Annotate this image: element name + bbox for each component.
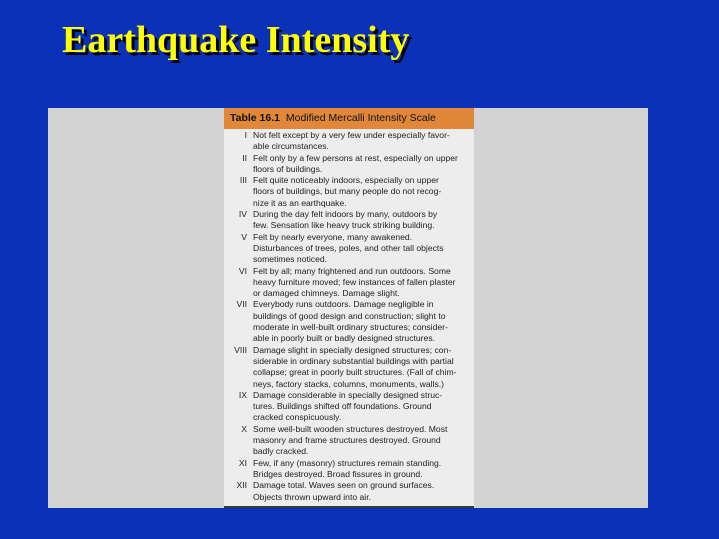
description-line: Damage considerable in specially designed struc- <box>253 389 443 400</box>
intensity-description <box>253 130 469 153</box>
table-label: Table 16.1 <box>230 112 280 124</box>
intensity-description <box>253 266 469 300</box>
table-row <box>224 232 474 266</box>
description-line: moderate in well-built ordinary structures; consider- <box>253 322 448 333</box>
description-line: able in poorly built or badly designed structures. <box>253 333 436 344</box>
intensity-numeral: X <box>241 423 247 434</box>
description-line: Few, if any (masonry) structures remain standing. <box>253 457 442 468</box>
intensity-description <box>253 458 469 481</box>
description-line: Some well-built wooden structures destroyed. Most <box>253 423 448 434</box>
description-line: neys, factory stacks, columns, monuments, walls.) <box>253 378 445 389</box>
intensity-numeral: VIII <box>234 344 247 355</box>
intensity-description <box>253 175 469 209</box>
table-row <box>224 424 474 458</box>
intensity-description <box>253 390 469 424</box>
table-row <box>224 130 474 153</box>
intensity-description <box>253 153 469 176</box>
table-row <box>224 299 474 344</box>
description-line: able circumstances. <box>253 141 329 152</box>
intensity-numeral: XII <box>236 480 247 491</box>
intensity-description <box>253 424 469 458</box>
description-line: Damage total. Waves seen on ground surfaces. <box>253 480 435 491</box>
intensity-numeral: IV <box>238 209 247 220</box>
table-row <box>224 209 474 232</box>
description-line: During the day felt indoors by many, outdoors by <box>253 209 438 220</box>
description-line: cracked conspicuously. <box>253 412 342 423</box>
intensity-description <box>253 232 469 266</box>
intensity-numeral: II <box>242 152 247 163</box>
description-line: collapse; great in poorly built structures. (Fall of chim- <box>253 367 457 378</box>
description-line: Disturbances of trees, poles, and other tall objects <box>253 242 444 253</box>
description-line: buildings of good design and construction; slight to <box>253 310 446 321</box>
description-line: nize it as an earthquake. <box>253 197 347 208</box>
table-row <box>224 480 474 503</box>
description-line: badly cracked. <box>253 446 309 457</box>
description-line: Damage slight in specially designed structures; con- <box>253 344 452 355</box>
description-line: floors of buildings. <box>253 163 323 174</box>
intensity-numeral: I <box>244 130 247 140</box>
description-line: Felt by nearly everyone, many awakened. <box>253 231 413 242</box>
description-line: sometimes noticed. <box>253 254 328 265</box>
intensity-description <box>253 345 469 390</box>
table-header <box>224 108 474 129</box>
intensity-description <box>253 299 469 344</box>
description-line: tures. Buildings shifted off foundations. Ground <box>253 401 432 412</box>
table-bottom-rule <box>224 506 474 508</box>
table-row <box>224 458 474 481</box>
description-line: or damaged chimneys. Damage slight. <box>253 288 400 299</box>
table-row <box>224 266 474 300</box>
description-line: Felt by all; many frightened and run outdoors. Some <box>253 265 451 276</box>
description-line: siderable in ordinary substantial buildings with partial <box>253 355 454 366</box>
intensity-numeral: VI <box>238 265 247 276</box>
intensity-numeral: XI <box>238 457 247 468</box>
description-line: Bridges destroyed. Broad fissures in ground. <box>253 468 423 479</box>
table-title: Modified Mercalli Intensity Scale <box>285 112 436 124</box>
description-line: Everybody runs outdoors. Damage negligible in <box>253 299 434 310</box>
description-line: masonry and frame structures destroyed. Ground <box>253 435 441 446</box>
intensity-description <box>253 480 469 503</box>
description-line: heavy furniture moved; few instances of fallen plaster <box>253 276 456 287</box>
intensity-numeral: VII <box>236 299 247 310</box>
table-row <box>224 390 474 424</box>
intensity-numeral: V <box>241 231 247 242</box>
table-row <box>224 345 474 390</box>
intensity-numeral: IX <box>238 389 247 400</box>
intensity-numeral: III <box>239 175 247 186</box>
mercalli-table <box>224 108 474 508</box>
table-panel <box>48 108 648 508</box>
intensity-description <box>253 209 469 232</box>
table-row <box>224 153 474 176</box>
description-line: few. Sensation like heavy truck striking building. <box>253 220 435 231</box>
description-line: Felt only by a few persons at rest, especially on upper <box>253 152 458 163</box>
description-line: Objects thrown upward into air. <box>253 491 371 502</box>
slide-title: Earthquake Intensity <box>62 19 410 61</box>
description-line: Felt quite noticeably indoors, especially on upper <box>253 175 439 186</box>
table-rows <box>224 130 474 503</box>
description-line: floors of buildings, but many people do not recog- <box>253 186 442 197</box>
description-line: Not felt except by a very few under especially favor- <box>253 130 450 140</box>
table-row <box>224 175 474 209</box>
